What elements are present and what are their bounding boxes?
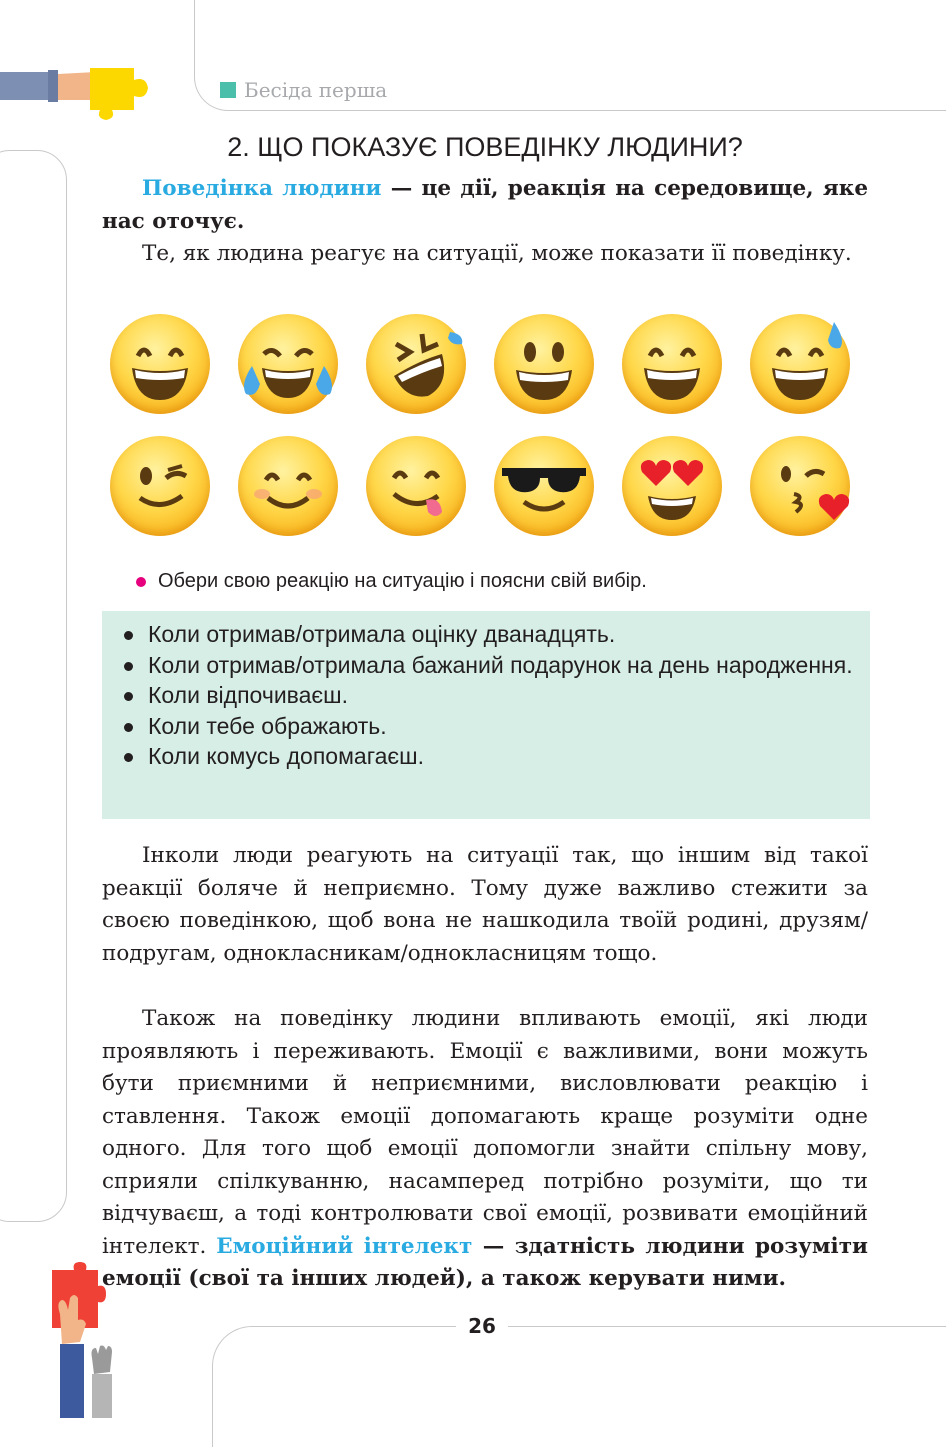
definition-paragraph bbox=[102, 173, 868, 238]
section-label bbox=[220, 78, 387, 102]
blowing-kiss-emoji-icon bbox=[750, 436, 850, 536]
emoji-grid bbox=[102, 308, 858, 558]
task-instruction bbox=[136, 570, 647, 593]
term-behavior: Поведінка людини bbox=[142, 176, 382, 201]
intro-paragraph: Те, як людина реагує на ситуації, може показати її поведінку. bbox=[142, 241, 852, 266]
body-paragraph-2 bbox=[102, 1003, 868, 1296]
left-frame-line bbox=[0, 150, 67, 1222]
body-paragraph-2-text: Також на поведінку людини впливають емоції, які люди проявляють і переживають. Емоції є важливими, вони можуть бути приємними й неприємними, висловлювати реакцію і ставлення. Також емоції допомагають краще розуміти одне одного. Для того щоб емоції допомогли знайти спільну мову, сприяли спілкуванню, насамперед потрібно розуміти, що ти відчуваєш, а тоді контролювати свої емоції, розвивати емоційний інтелект. bbox=[102, 1006, 868, 1259]
hand-puzzle-decoration-icon bbox=[0, 60, 160, 120]
section-label-text: Бесіда перша bbox=[244, 78, 388, 102]
winking-face-emoji-icon bbox=[110, 436, 210, 536]
sunglasses-emoji-icon bbox=[494, 436, 594, 536]
bottom-frame-line bbox=[212, 1326, 946, 1447]
savoring-food-emoji-icon bbox=[366, 436, 466, 536]
task-bullet-icon bbox=[136, 577, 146, 587]
page-title: 2. ЩО ПОКАЗУЄ ПОВЕДІНКУ ЛЮДИНИ? bbox=[227, 132, 743, 162]
situations-box bbox=[102, 611, 870, 819]
situation-item: Коли отримав/отримала оцінку дванадцять. bbox=[102, 619, 870, 650]
grinning-sweat-emoji-icon bbox=[750, 314, 850, 414]
smiling-eyes-emoji-icon bbox=[238, 436, 338, 536]
term-emotional-intelligence-definition: — здатність людини розуміти емоції (свої та інших людей), а також керувати ними. bbox=[102, 1233, 868, 1291]
rolling-on-floor-laughing-emoji-icon bbox=[366, 314, 466, 414]
section-marker-icon bbox=[220, 82, 236, 98]
body-paragraph-1: Інколи люди реагують на ситуації так, що іншим від такої реакції боляче й неприємно. Тому дуже важливо стежити за своєю поведінкою, щоб вона не нашкодила твоїй родині, друзям/подругам, однокласникам/однокласницям тощо. bbox=[102, 843, 868, 966]
grinning-face-emoji-icon bbox=[494, 314, 594, 414]
situation-item: Коли отримав/отримала бажаний подарунок на день народження. bbox=[102, 650, 870, 681]
heart-eyes-emoji-icon bbox=[622, 436, 722, 536]
raised-hands-puzzle-decoration-icon bbox=[40, 1262, 130, 1418]
situations-list bbox=[102, 611, 870, 772]
situation-item: Коли комусь допомагаєш. bbox=[102, 741, 870, 772]
beaming-face-emoji-icon bbox=[622, 314, 722, 414]
tears-of-joy-emoji-icon bbox=[238, 314, 338, 414]
situation-item: Коли відпочиваєш. bbox=[102, 680, 870, 711]
situation-item: Коли тебе ображають. bbox=[102, 711, 870, 742]
term-behavior-definition: — це дії, реакція на середовище, яке нас оточує. bbox=[102, 176, 869, 234]
task-text: Обери свою реакцію на ситуацію і поясни свій вибір. bbox=[158, 570, 647, 592]
grinning-smiling-eyes-emoji-icon bbox=[110, 314, 210, 414]
page-number: 26 bbox=[456, 1310, 508, 1342]
term-emotional-intelligence: Емоційний інтелект bbox=[216, 1233, 473, 1259]
